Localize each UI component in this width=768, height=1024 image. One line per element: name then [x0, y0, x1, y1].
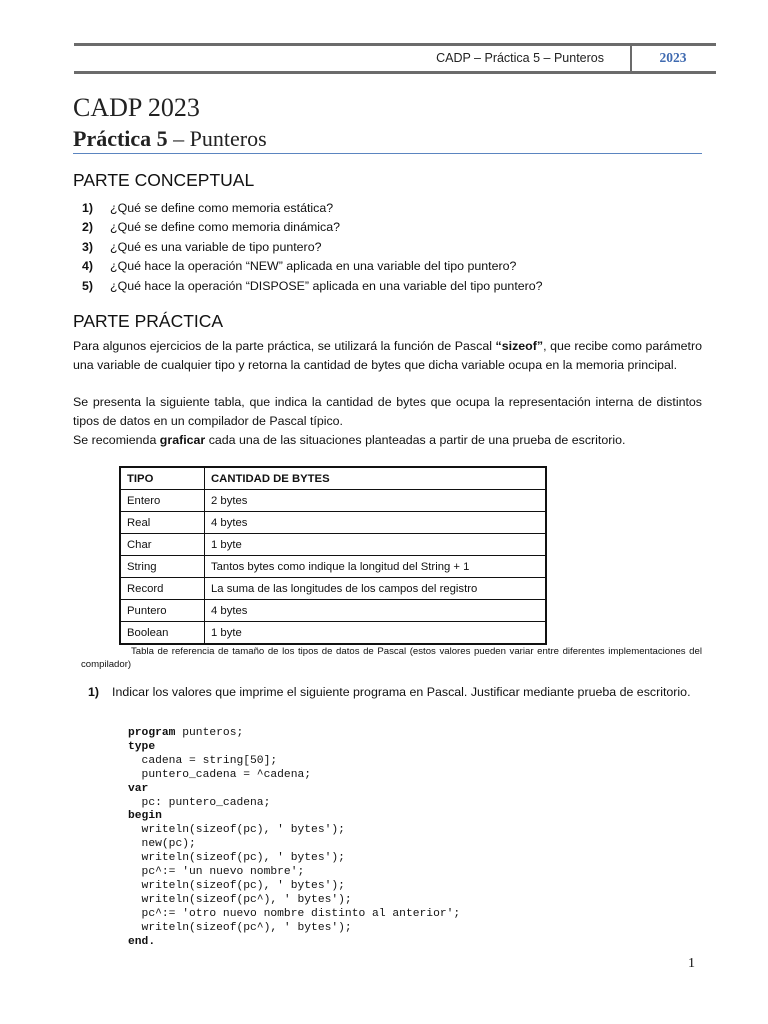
code-text: puntero_cadena = ^cadena;: [128, 768, 312, 781]
table-cell: 1 byte: [205, 622, 547, 645]
code-text: pc^:= 'un nuevo nombre';: [128, 866, 305, 879]
table-row: [120, 556, 546, 578]
exercise-1-text: Indicar los valores que imprime el siguiente programa en Pascal. Justificar mediante prueba de escritorio.: [112, 685, 691, 699]
header-top-rule: [74, 43, 716, 46]
subtitle-topic: Punteros: [189, 126, 267, 151]
table-cell: Char: [120, 534, 205, 556]
question-number: 2): [82, 220, 94, 235]
code-line: [128, 755, 460, 769]
table-caption: Tabla de referencia de tamaño de los tipos de datos de Pascal (estos valores pueden variar entre diferentes implementaciones del compilador): [81, 646, 702, 670]
document-title: CADP 2023: [73, 93, 200, 122]
header-bottom-rule: [74, 71, 716, 74]
header-divider: [630, 46, 632, 71]
p3-text-b: cada una de las situaciones planteadas a partir de una prueba de escritorio.: [205, 433, 626, 447]
table-cell: Tantos bytes como indique la longitud del String + 1: [205, 556, 547, 578]
p1-sizeof: “sizeof”: [495, 339, 544, 353]
conceptual-question: [82, 199, 702, 218]
table-header-cell: CANTIDAD DE BYTES: [205, 467, 547, 490]
question-number: 4): [82, 259, 94, 274]
table-row: [120, 512, 546, 534]
pascal-code-block: [128, 727, 460, 950]
code-text: writeln(sizeof(pc), ' bytes');: [128, 824, 345, 837]
table-cell: Record: [120, 578, 205, 600]
table-cell: 1 byte: [205, 534, 547, 556]
question-text: ¿Qué es una variable de tipo puntero?: [110, 239, 322, 254]
practice-paragraph-3: [73, 431, 702, 450]
question-number: 1): [82, 201, 94, 215]
code-text: pc^:= 'otro nuevo nombre distinto al anterior';: [128, 907, 461, 920]
table-cell: Puntero: [120, 600, 205, 622]
table-row: [120, 578, 546, 600]
code-line: [128, 727, 460, 741]
table-cell: 4 bytes: [205, 512, 547, 534]
table-row: [120, 600, 546, 622]
conceptual-heading: PARTE CONCEPTUAL: [73, 170, 255, 190]
code-keyword: program: [128, 727, 176, 739]
table-cell: Boolean: [120, 622, 205, 645]
code-keyword: var: [128, 782, 149, 795]
practice-heading: PARTE PRÁCTICA: [73, 311, 224, 331]
question-text: ¿Qué hace la operación “NEW” aplicada en una variable del tipo puntero?: [110, 259, 517, 274]
code-line: [128, 936, 460, 950]
header-title: CADP – Práctica 5 – Punteros: [436, 51, 604, 65]
practice-paragraph-1: [73, 337, 702, 374]
code-keyword: end.: [128, 935, 156, 948]
code-text: cadena = string[50];: [128, 754, 278, 767]
code-keyword: begin: [128, 810, 162, 823]
code-line: [128, 797, 460, 811]
table-cell: Entero: [120, 490, 205, 512]
conceptual-question-list: [82, 199, 702, 296]
conceptual-question: [82, 277, 702, 296]
table-cell: La suma de las longitudes de los campos del registro: [205, 578, 547, 600]
p1-text-b: , que recibe como parámetro una variable de cualquier tipo y retorna la cantidad de bytes que dicha variable ocupa en la memoria principal.: [73, 339, 702, 372]
code-line: [128, 824, 460, 838]
table-cell: Real: [120, 512, 205, 534]
code-line: [128, 908, 460, 922]
table-cell: 2 bytes: [205, 490, 547, 512]
exercise-1: [88, 683, 702, 701]
table-row: [120, 490, 546, 512]
question-text: ¿Qué hace la operación “DISPOSE” aplicada en una variable del tipo puntero?: [110, 278, 543, 293]
code-line: [128, 866, 460, 880]
question-number: 5): [82, 278, 94, 293]
code-text: writeln(sizeof(pc), ' bytes');: [128, 852, 345, 865]
question-number: 3): [82, 239, 94, 254]
code-text: writeln(sizeof(pc^), ' bytes');: [128, 893, 352, 906]
code-line: [128, 838, 460, 852]
table-header-row: [120, 467, 546, 490]
table-header-cell: TIPO: [120, 467, 205, 490]
code-text: new(pc);: [128, 838, 196, 851]
question-text: ¿Qué se define como memoria dinámica?: [110, 220, 341, 235]
table-row: [120, 534, 546, 556]
conceptual-question: [82, 257, 702, 276]
practice-paragraph-2: Se presenta la siguiente tabla, que indica la cantidad de bytes que ocupa la representación interna de distintos tipos de datos en un compilador de Pascal típico.: [73, 395, 702, 428]
code-line: [128, 852, 460, 866]
table-cell: 4 bytes: [205, 600, 547, 622]
conceptual-question: [82, 218, 702, 237]
code-keyword: type: [128, 740, 156, 753]
p3-text-a: Se recomienda: [73, 433, 160, 447]
subtitle-dash: –: [167, 126, 190, 151]
code-line: [128, 741, 460, 755]
code-line: [128, 922, 460, 936]
document-subtitle: [73, 126, 267, 152]
table-row: [120, 622, 546, 645]
header-year: 2023: [659, 50, 687, 65]
code-line: [128, 783, 460, 797]
code-text: writeln(sizeof(pc), ' bytes');: [128, 879, 345, 892]
code-line: [128, 810, 460, 824]
page-number: 1: [688, 956, 695, 971]
code-line: [128, 769, 460, 783]
code-text: pc: puntero_cadena;: [128, 796, 271, 809]
exercise-1-number: 1): [88, 685, 100, 699]
question-text: ¿Qué se define como memoria estática?: [110, 201, 334, 215]
code-line: [128, 880, 460, 894]
code-line: [128, 894, 460, 908]
p1-text-a: Para algunos ejercicios de la parte práctica, se utilizará la función de Pascal: [73, 339, 496, 353]
type-size-table: [119, 466, 547, 645]
code-text: punteros;: [175, 727, 244, 739]
subtitle-practice: Práctica 5: [73, 126, 168, 151]
conceptual-question: [82, 238, 702, 257]
code-text: writeln(sizeof(pc^), ' bytes');: [128, 921, 352, 934]
p3-graficar: graficar: [159, 433, 206, 447]
title-underline: [73, 153, 702, 154]
table-cell: String: [120, 556, 205, 578]
